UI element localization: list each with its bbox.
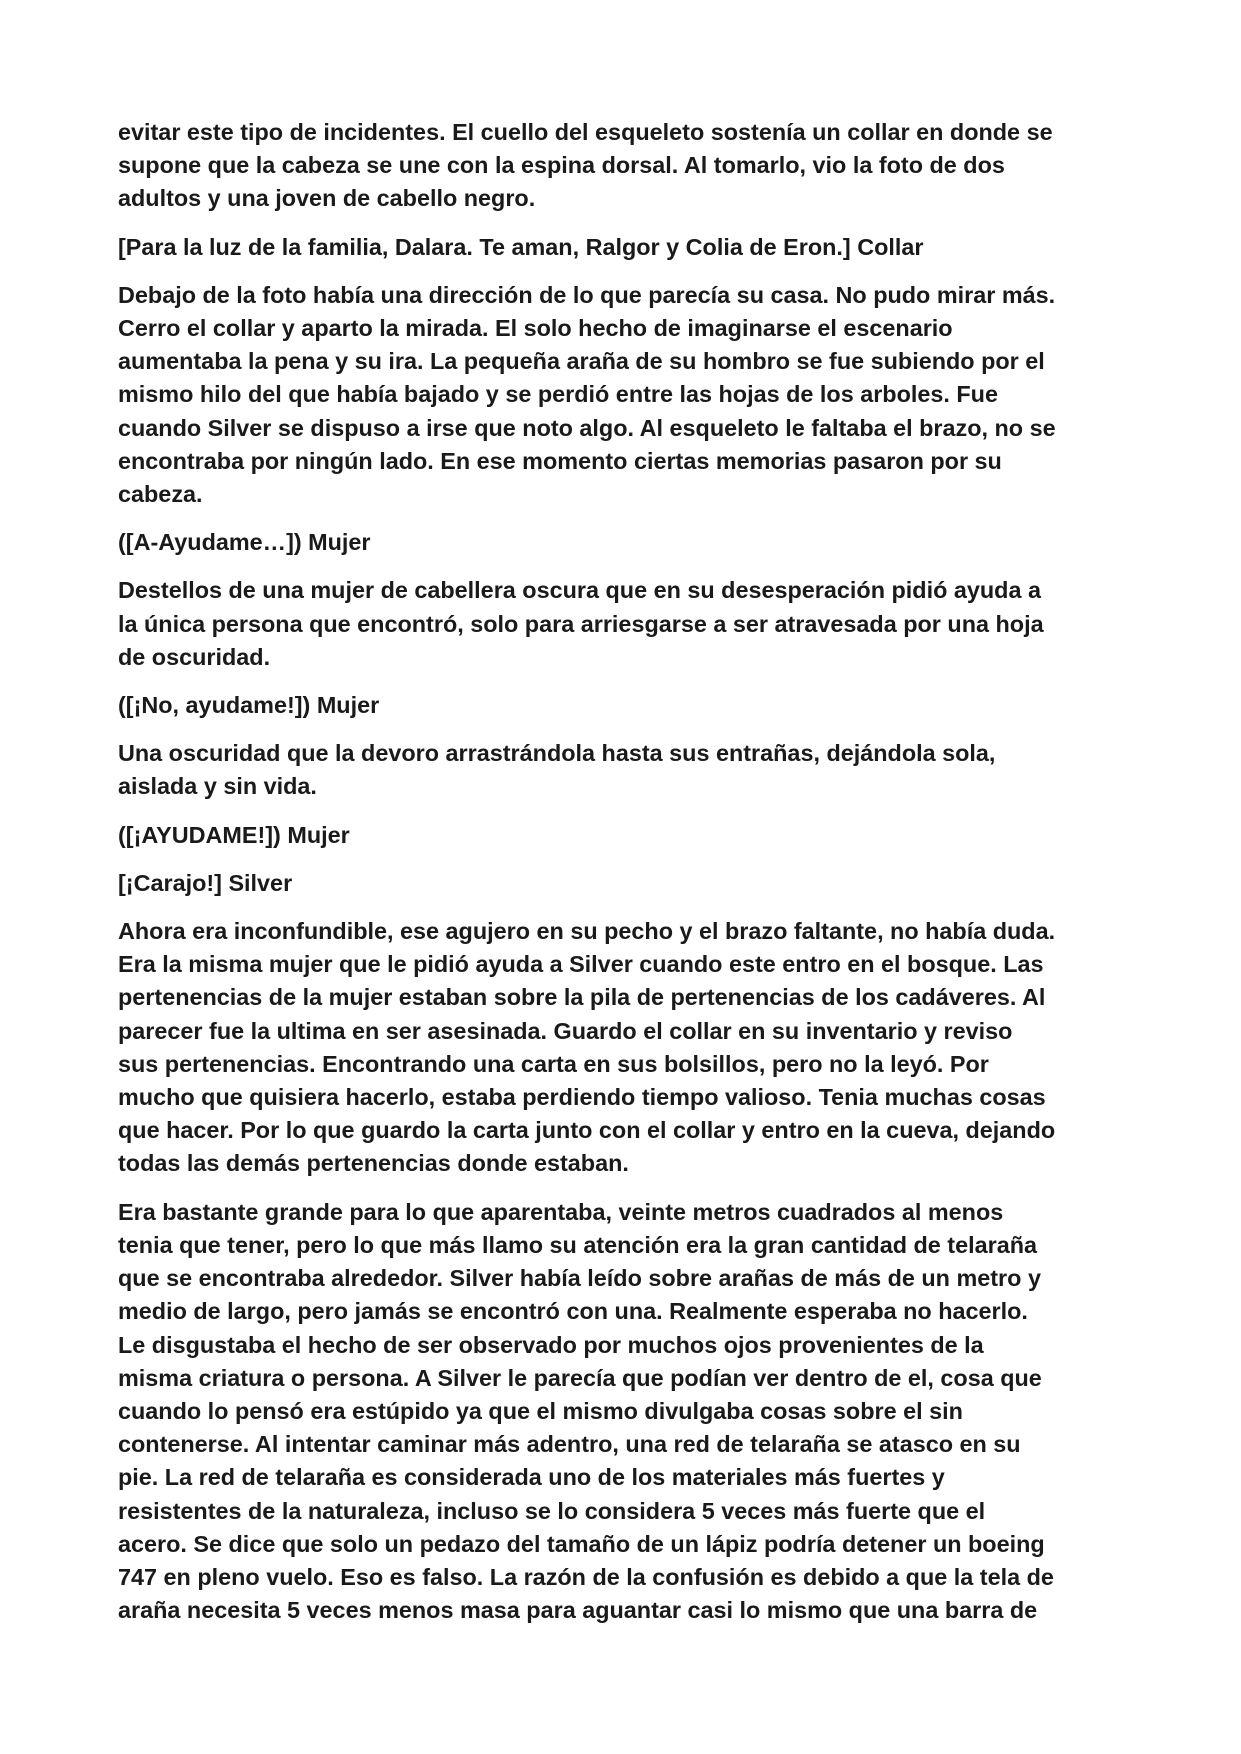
text-line: parecer fue la ultima en ser asesinada. Guardo el collar en su inventario y reviso: [118, 1017, 1013, 1044]
paragraph-11: [118, 1196, 1130, 1628]
text-line: resistentes de la naturaleza, incluso se lo considera 5 veces más fuerte que el: [118, 1497, 986, 1524]
text-line: cuando Silver se dispuso a irse que noto algo. Al esqueleto le faltaba el brazo, no se: [118, 414, 1056, 441]
text-line: que hacer. Por lo que guardo la carta junto con el collar y entro en la cueva, dejando: [118, 1117, 1056, 1144]
text-line: pie. La red de telaraña es considerada uno de los materiales más fuertes y: [118, 1464, 945, 1491]
text-line: Le disgustaba el hecho de ser observado por muchos ojos provenientes de la: [118, 1331, 984, 1358]
dialogue-silver: [118, 867, 1130, 900]
dialogue-collar: [118, 231, 1130, 264]
text-line: de oscuridad.: [118, 643, 271, 670]
text-line: Cerro el collar y aparto la mirada. El solo hecho de imaginarse el escenario: [118, 315, 953, 342]
text-line: cuando lo pensó era estúpido ya que el mismo divulgaba cosas sobre el sin: [118, 1397, 963, 1424]
dialogue-mujer-2: [118, 689, 1130, 722]
dialogue-mujer-3: [118, 819, 1130, 852]
text-line: pertenencias de la mujer estaban sobre la pila de pertenencias de los cadáveres. Al: [118, 984, 1046, 1011]
text-line: evitar este tipo de incidentes. El cuello del esqueleto sostenía un collar en donde se: [118, 119, 1053, 145]
text-line: medio de largo, pero jamás se encontró con una. Realmente esperaba no hacerlo.: [118, 1298, 1028, 1325]
text-line: mismo hilo del que había bajado y se perdió entre las hojas de los arboles. Fue: [118, 381, 998, 408]
text-line: aumentaba la pena y su ira. La pequeña araña de su hombro se fue subiendo por el: [118, 348, 1045, 375]
text-line: [¡Carajo!] Silver: [118, 869, 293, 896]
text-line: que se encontraba alrededor. Silver había leído sobre arañas de más de un metro y: [118, 1265, 1041, 1292]
paragraph-10: [118, 915, 1130, 1181]
text-line: tenia que tener, pero lo que más llamo su atención era la gran cantidad de telaraña: [118, 1231, 1038, 1258]
text-line: ([A-Ayudame…]) Mujer: [118, 529, 371, 556]
text-line: cabeza.: [118, 481, 203, 508]
paragraph-7: [118, 737, 1130, 803]
document-page: [118, 116, 1130, 1642]
text-line: contenerse. Al intentar caminar más adentro, una red de telaraña se atasco en su: [118, 1431, 1021, 1458]
text-line: la única persona que encontró, solo para arriesgarse a ser atravesada por una hoja: [118, 610, 1044, 637]
dialogue-mujer-1: [118, 526, 1130, 559]
text-line: ([¡AYUDAME!]) Mujer: [118, 821, 350, 848]
text-line: encontraba por ningún lado. En ese momento ciertas memorias pasaron por su: [118, 447, 1002, 474]
text-line: Ahora era inconfundible, ese agujero en su pecho y el brazo faltante, no había duda.: [118, 918, 1056, 945]
text-line: Debajo de la foto había una dirección de lo que parecía su casa. No pudo mirar más.: [118, 281, 1056, 308]
text-line: [Para la luz de la familia, Dalara. Te aman, Ralgor y Colia de Eron.] Collar: [118, 233, 924, 260]
text-line: acero. Se dice que solo un pedazo del tamaño de un lápiz podría detener un boeing: [118, 1530, 1045, 1557]
text-line: sus pertenencias. Encontrando una carta en sus bolsillos, pero no la leyó. Por: [118, 1050, 989, 1077]
text-line: ([¡No, ayudame!]) Mujer: [118, 692, 380, 719]
text-line: Destellos de una mujer de cabellera oscura que en su desesperación pidió ayuda a: [118, 577, 1041, 604]
text-line: Era bastante grande para lo que aparentaba, veinte metros cuadrados al menos: [118, 1198, 1004, 1225]
text-line: Una oscuridad que la devoro arrastrándola hasta sus entrañas, dejándola sola,: [118, 740, 996, 767]
text-line: aislada y sin vida.: [118, 773, 317, 800]
text-line: mucho que quisiera hacerlo, estaba perdiendo tiempo valioso. Tenia muchas cosas: [118, 1084, 1046, 1111]
text-line: todas las demás pertenencias donde estaban.: [118, 1150, 629, 1177]
text-line: araña necesita 5 veces menos masa para aguantar casi lo mismo que una barra de: [118, 1597, 1038, 1624]
text-line: 747 en pleno vuelo. Eso es falso. La razón de la confusión es debido a que la tela de: [118, 1563, 1054, 1590]
paragraph-1: [118, 116, 1130, 216]
text-line: Era la misma mujer que le pidió ayuda a Silver cuando este entro en el bosque. Las: [118, 951, 1044, 978]
text-line: adultos y una joven de cabello negro.: [118, 185, 536, 212]
paragraph-5: [118, 574, 1130, 674]
text-line: misma criatura o persona. A Silver le parecía que podían ver dentro de el, cosa que: [118, 1364, 1042, 1391]
text-line: supone que la cabeza se une con la espina dorsal. Al tomarlo, vio la foto de dos: [118, 152, 1005, 179]
paragraph-3: [118, 279, 1130, 511]
